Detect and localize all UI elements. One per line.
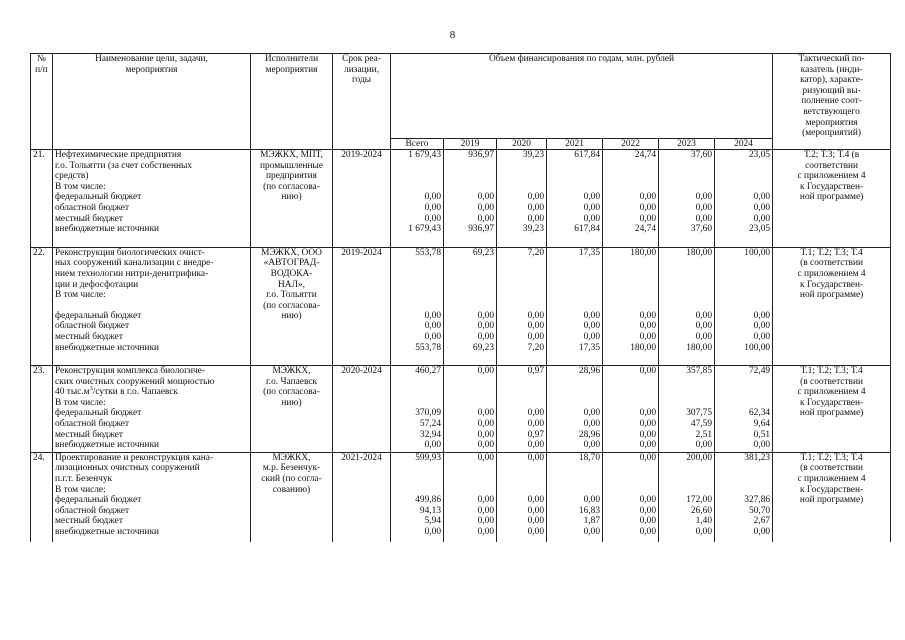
cell-value: 0,00 [444, 419, 497, 430]
source-label: местный бюджет [53, 214, 251, 225]
total-value: 460,27 [391, 366, 444, 398]
cell-value: 0,00 [547, 419, 603, 430]
cell-value: 0,00 [715, 527, 773, 542]
cell-value: 936,97 [444, 224, 497, 247]
project-indicator: Т.1; Т.2; Т.3; Т.4 (в соответствии с приложением 4 к Государствен- ной программе) [773, 452, 891, 541]
project-number: 22. [31, 247, 53, 365]
cell-value: 62,34 [715, 408, 773, 419]
table-row [31, 485, 891, 496]
table-row [31, 419, 891, 430]
cell-value: 0,00 [444, 321, 497, 332]
cell-value: 26,60 [659, 506, 715, 517]
cell-value: 37,60 [659, 224, 715, 247]
table-row [31, 290, 891, 311]
header-name: Наименование цели, задачи, мероприятия [53, 54, 251, 150]
cell-value: 0,00 [497, 214, 547, 225]
source-label: областной бюджет [53, 506, 251, 517]
table-row [31, 332, 891, 343]
table-row [31, 440, 891, 452]
project-term: 2019-2024 [333, 150, 391, 248]
project-executor: МЭЖКХ, г.о. Чапаевск (по согласова- нию) [251, 366, 333, 453]
header-col-2024: 2024 [715, 139, 773, 150]
cell-value: 0,00 [391, 332, 444, 343]
table-row [31, 398, 891, 409]
cell-value: 0,00 [715, 440, 773, 452]
table-row [31, 343, 891, 366]
cell-value: 0,00 [659, 311, 715, 322]
table-row [31, 182, 891, 193]
project-term: 2020-2024 [333, 366, 391, 453]
cell-value: 23,05 [715, 224, 773, 247]
total-value: 0,00 [603, 452, 659, 484]
total-value: 357,85 [659, 366, 715, 398]
cell-value: 0,00 [497, 506, 547, 517]
cell-value: 0,00 [715, 192, 773, 203]
project-name-part: /сутки в г.о. Чапаевск [92, 387, 178, 398]
cell-value: 0,00 [603, 408, 659, 419]
cell-value: 32,94 [391, 430, 444, 441]
cell-value: 0,00 [444, 311, 497, 322]
total-value: 17,35 [547, 247, 603, 290]
cell-value: 0,00 [497, 332, 547, 343]
total-value: 37,60 [659, 150, 715, 182]
total-value: 39,23 [497, 150, 547, 182]
project-indicator: Т.1; Т.2; Т.3; Т.4 (в соответствии с приложением 4 к Государствен- ной программе) [773, 366, 891, 453]
project-23 [31, 366, 891, 453]
cell-value: 0,00 [659, 321, 715, 332]
cell-value: 0,00 [497, 527, 547, 542]
header-col-2023: 2023 [659, 139, 715, 150]
header-col-2021: 2021 [547, 139, 603, 150]
cell-value: 0,00 [659, 203, 715, 214]
project-21 [31, 150, 891, 248]
cell-value: 0,00 [603, 192, 659, 203]
total-value: 28,96 [547, 366, 603, 398]
header-number: № п/п [31, 54, 53, 150]
source-label: областной бюджет [53, 203, 251, 214]
table-row [31, 527, 891, 542]
cell-value: 0,00 [497, 321, 547, 332]
source-label: областной бюджет [53, 321, 251, 332]
table-row [31, 452, 891, 484]
cell-value: 617,84 [547, 224, 603, 247]
cell-value: 0,00 [547, 408, 603, 419]
header-col-total: Всего [391, 139, 444, 150]
project-number: 24. [31, 452, 53, 541]
cell-value: 0,00 [444, 440, 497, 452]
total-value: 7,20 [497, 247, 547, 290]
cell-value: 0,00 [391, 321, 444, 332]
table-row [31, 214, 891, 225]
project-22 [31, 247, 891, 365]
source-label: федеральный бюджет [53, 192, 251, 203]
cell-value: 2,67 [715, 516, 773, 527]
total-value: 24,74 [603, 150, 659, 182]
cell-value: 16,83 [547, 506, 603, 517]
cell-value: 0,00 [547, 440, 603, 452]
total-value: 0,00 [603, 366, 659, 398]
source-label: федеральный бюджет [53, 408, 251, 419]
header-indicator: Тактический по- казатель (инди- катор), характе- ризующий вы- полнение соот- ветствующего мероприятия (мероприятий) [773, 54, 891, 150]
table-row [31, 311, 891, 322]
header-col-2020: 2020 [497, 139, 547, 150]
project-name: Нефтехимические предприятия г.о. Тольятти (за счет собственных средств) [53, 150, 251, 182]
total-value: 0,00 [497, 452, 547, 484]
cell-value: 0,00 [603, 527, 659, 542]
cell-value: 39,23 [497, 224, 547, 247]
cell-value: 0,00 [659, 214, 715, 225]
table-row [31, 495, 891, 506]
cell-value: 0,00 [547, 495, 603, 506]
cell-value: 0,00 [547, 321, 603, 332]
cell-value: 0,00 [547, 527, 603, 542]
cell-value: 0,00 [603, 332, 659, 343]
cell-value: 0,00 [603, 419, 659, 430]
cell-value: 0,00 [444, 430, 497, 441]
source-label: федеральный бюджет [53, 495, 251, 506]
including-label: В том числе: [53, 485, 251, 496]
header-funding: Объем финансирования по годам, млн. рублей [391, 54, 773, 139]
project-name [53, 366, 251, 398]
total-value: 100,00 [715, 247, 773, 290]
cell-value: 307,75 [659, 408, 715, 419]
table-header [31, 54, 891, 150]
table-row [31, 203, 891, 214]
including-label: В том числе: [53, 290, 251, 311]
cell-value: 0,00 [603, 203, 659, 214]
total-value: 553,78 [391, 247, 444, 290]
header-col-2019: 2019 [444, 139, 497, 150]
cell-value: 47,59 [659, 419, 715, 430]
total-value: 180,00 [659, 247, 715, 290]
cell-value: 0,00 [391, 527, 444, 542]
cell-value: 100,00 [715, 343, 773, 366]
cell-value: 0,00 [497, 408, 547, 419]
cell-value: 0,00 [659, 440, 715, 452]
table-row [31, 408, 891, 419]
cell-value: 0,00 [547, 203, 603, 214]
table-row [31, 150, 891, 182]
table-row [31, 366, 891, 398]
project-executor: МЭЖКХ, МПТ, промышленные предприятия (по согласова- нию) [251, 150, 333, 248]
project-name-part: Реконструкция комплекса биологиче- ских очистных сооружений мощностью 40 тыс.м [55, 366, 215, 398]
cell-value: 0,00 [715, 332, 773, 343]
cell-value: 0,00 [715, 214, 773, 225]
source-label: областной бюджет [53, 419, 251, 430]
cell-value: 172,00 [659, 495, 715, 506]
cell-value: 57,24 [391, 419, 444, 430]
cell-value: 0,00 [444, 506, 497, 517]
cell-value: 0,00 [547, 214, 603, 225]
cell-value: 0,00 [547, 192, 603, 203]
cell-value: 9,64 [715, 419, 773, 430]
cell-value: 0,00 [659, 527, 715, 542]
cell-value: 0,00 [603, 440, 659, 452]
funding-table [30, 53, 891, 542]
project-number: 23. [31, 366, 53, 453]
including-label: В том числе: [53, 182, 251, 193]
cell-value: 0,00 [391, 214, 444, 225]
source-label: федеральный бюджет [53, 311, 251, 322]
cell-value: 0,00 [444, 408, 497, 419]
cell-value: 0,00 [444, 192, 497, 203]
project-term: 2019-2024 [333, 247, 391, 365]
cell-value: 94,13 [391, 506, 444, 517]
total-value: 69,23 [444, 247, 497, 290]
cell-value: 1,40 [659, 516, 715, 527]
cell-value: 0,97 [497, 430, 547, 441]
cell-value: 0,00 [659, 192, 715, 203]
total-value: 72,49 [715, 366, 773, 398]
total-value: 200,00 [659, 452, 715, 484]
cell-value: 0,00 [715, 321, 773, 332]
cell-value: 0,00 [715, 311, 773, 322]
cell-value: 499,86 [391, 495, 444, 506]
cell-value: 0,00 [603, 321, 659, 332]
cell-value: 0,00 [444, 203, 497, 214]
total-value: 0,00 [444, 366, 497, 398]
cell-value: 50,70 [715, 506, 773, 517]
cell-value: 5,94 [391, 516, 444, 527]
cell-value: 17,35 [547, 343, 603, 366]
cell-value: 28,96 [547, 430, 603, 441]
table-row [31, 321, 891, 332]
cell-value: 0,00 [603, 311, 659, 322]
total-value: 18,70 [547, 452, 603, 484]
cell-value: 0,00 [497, 495, 547, 506]
cell-value: 0,00 [497, 440, 547, 452]
table-row [31, 192, 891, 203]
table-row [31, 224, 891, 247]
cell-value: 0,00 [603, 516, 659, 527]
table-row [31, 506, 891, 517]
project-indicator: Т.1; Т.2; Т.3; Т.4 (в соответствии с приложением 4 к Государствен- ной программе) [773, 247, 891, 365]
total-value: 180,00 [603, 247, 659, 290]
project-term: 2021-2024 [333, 452, 391, 541]
total-value: 599,93 [391, 452, 444, 484]
cell-value: 0,00 [391, 192, 444, 203]
source-label: внебюджетные источники [53, 343, 251, 366]
project-executor: МЭЖКХ, ООО «АВТОГРАД- ВОДОКА- НАЛ», г.о. Тольятти (по согласова- нию) [251, 247, 333, 365]
cell-value: 0,00 [444, 516, 497, 527]
source-label: внебюджетные источники [53, 224, 251, 247]
cell-value: 0,00 [391, 203, 444, 214]
total-value: 23,05 [715, 150, 773, 182]
total-value: 0,00 [444, 452, 497, 484]
table-row [31, 516, 891, 527]
total-value: 936,97 [444, 150, 497, 182]
cell-value: 0,00 [391, 311, 444, 322]
cell-value: 0,00 [497, 203, 547, 214]
cell-value: 0,00 [497, 311, 547, 322]
cell-value: 327,86 [715, 495, 773, 506]
cell-value: 0,00 [547, 311, 603, 322]
cell-value: 0,00 [603, 430, 659, 441]
source-label: местный бюджет [53, 430, 251, 441]
header-executors: Исполнители мероприятия [251, 54, 333, 150]
cell-value: 24,74 [603, 224, 659, 247]
header-term: Срок реа- лизации, годы [333, 54, 391, 150]
source-label: внебюджетные источники [53, 527, 251, 542]
project-executor: МЭЖКХ, м.р. Безенчук- ский (по согла- сованию) [251, 452, 333, 541]
cell-value: 180,00 [659, 343, 715, 366]
project-indicator: Т.2; Т.3; Т.4 (в соответствии с приложением 4 к Государствен- ной программе) [773, 150, 891, 248]
cell-value: 1,87 [547, 516, 603, 527]
cell-value: 0,00 [444, 527, 497, 542]
cell-value: 0,00 [659, 332, 715, 343]
cell-value: 0,51 [715, 430, 773, 441]
cell-value: 0,00 [444, 495, 497, 506]
cell-value: 0,00 [547, 332, 603, 343]
total-value: 1 679,43 [391, 150, 444, 182]
source-label: местный бюджет [53, 516, 251, 527]
header-col-2022: 2022 [603, 139, 659, 150]
page-number: 8 [449, 29, 456, 41]
project-name: Реконструкция биологических очист- ных сооружений канализации с внедре- нием технологии нитри-денитрифика- ции и дефосфотации [53, 247, 251, 290]
total-value: 381,23 [715, 452, 773, 484]
cell-value: 69,23 [444, 343, 497, 366]
project-number: 21. [31, 150, 53, 248]
cell-value: 0,00 [603, 495, 659, 506]
project-name: Проектирование и реконструкция кана- лизационных очистных сооружений п.г.т. Безенчук [53, 452, 251, 484]
cell-value: 0,00 [444, 332, 497, 343]
total-value: 617,84 [547, 150, 603, 182]
superscript: 3 [89, 385, 93, 393]
cell-value: 553,78 [391, 343, 444, 366]
cell-value: 0,00 [715, 203, 773, 214]
cell-value: 180,00 [603, 343, 659, 366]
project-24 [31, 452, 891, 541]
total-value: 0,97 [497, 366, 547, 398]
including-label: В том числе: [53, 398, 251, 409]
cell-value: 0,00 [444, 214, 497, 225]
cell-value: 370,09 [391, 408, 444, 419]
cell-value: 0,00 [603, 506, 659, 517]
table-row [31, 247, 891, 290]
source-label: внебюджетные источники [53, 440, 251, 452]
cell-value: 2,51 [659, 430, 715, 441]
cell-value: 0,00 [497, 516, 547, 527]
cell-value: 0,00 [497, 419, 547, 430]
source-label: местный бюджет [53, 332, 251, 343]
cell-value: 0,00 [603, 214, 659, 225]
cell-value: 0,00 [391, 440, 444, 452]
cell-value: 7,20 [497, 343, 547, 366]
cell-value: 0,00 [497, 192, 547, 203]
cell-value: 1 679,43 [391, 224, 444, 247]
table-row [31, 430, 891, 441]
